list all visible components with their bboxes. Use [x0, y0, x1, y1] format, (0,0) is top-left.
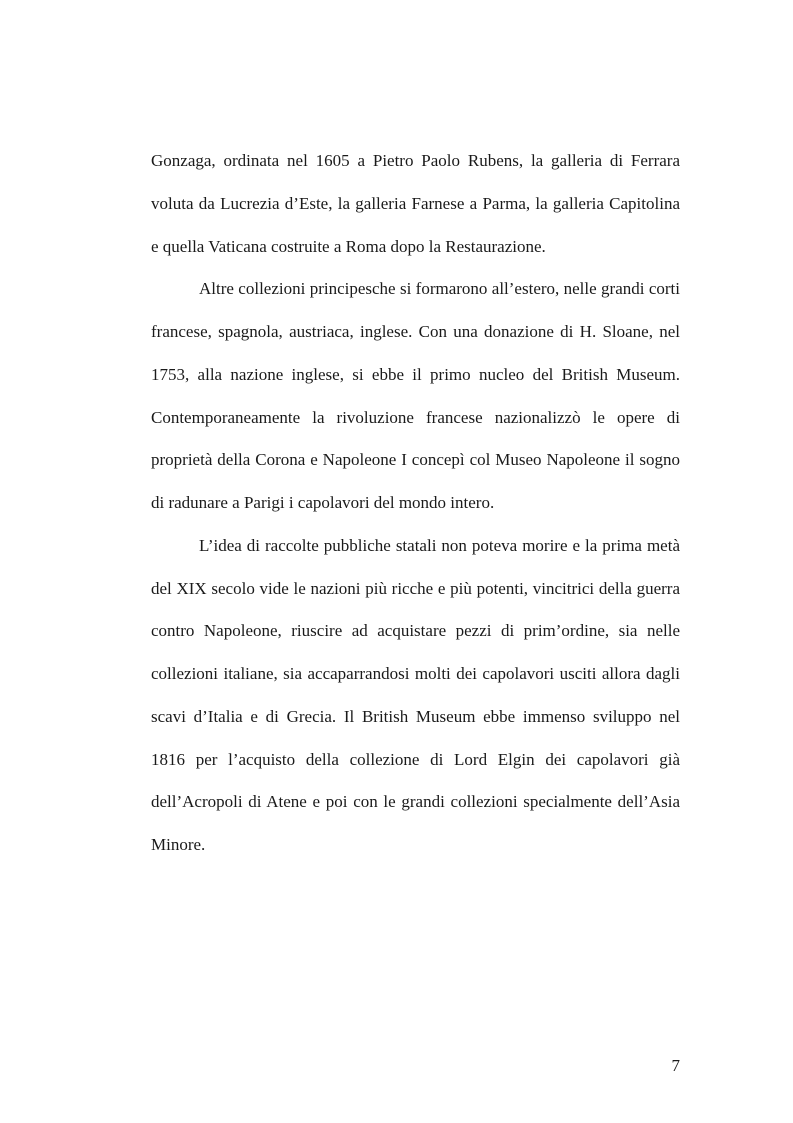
paragraph-public-collections: L’idea di raccolte pubbliche statali non poteva morire e la prima metà del XIX secolo vide le nazioni più ricche e più potenti, vincitrici della guerra contro Napoleone, riuscire ad acquistare pezzi di prim’ordine, sia nelle collezioni italiane, sia accaparrandosi molti dei capolavori usciti allora dagli scavi d’Italia e di Grecia. Il British Museum ebbe immenso sviluppo nel 1816 per l’acquisto della collezione di Lord Elgin dei capolavori già dell’Acropoli di Atene e poi con le grandi collezioni specialmente dell’Asia Minore. [151, 535, 680, 854]
paragraph-collections-abroad: Altre collezioni principesche si formarono all’estero, nelle grandi corti francese, spagnola, austriaca, inglese. Con una donazione di H. Sloane, nel 1753, alla nazione inglese, si ebbe il primo nucleo del British Museum. Contemporaneamente la rivoluzione francese nazionalizzò le opere di proprietà della Corona e Napoleone I concepì col Museo Napoleone il sogno di radunare a Parigi i capolavori del mondo intero. [151, 279, 680, 512]
body-text [151, 140, 680, 867]
paragraph-continuation: Gonzaga, ordinata nel 1605 a Pietro Paolo Rubens, la galleria di Ferrara voluta da Lucrezia d’Este, la galleria Farnese a Parma, la galleria Capitolina e quella Vaticana costruite a Roma dopo la Restaurazione. [151, 151, 680, 256]
page-number: 7 [671, 1056, 680, 1075]
